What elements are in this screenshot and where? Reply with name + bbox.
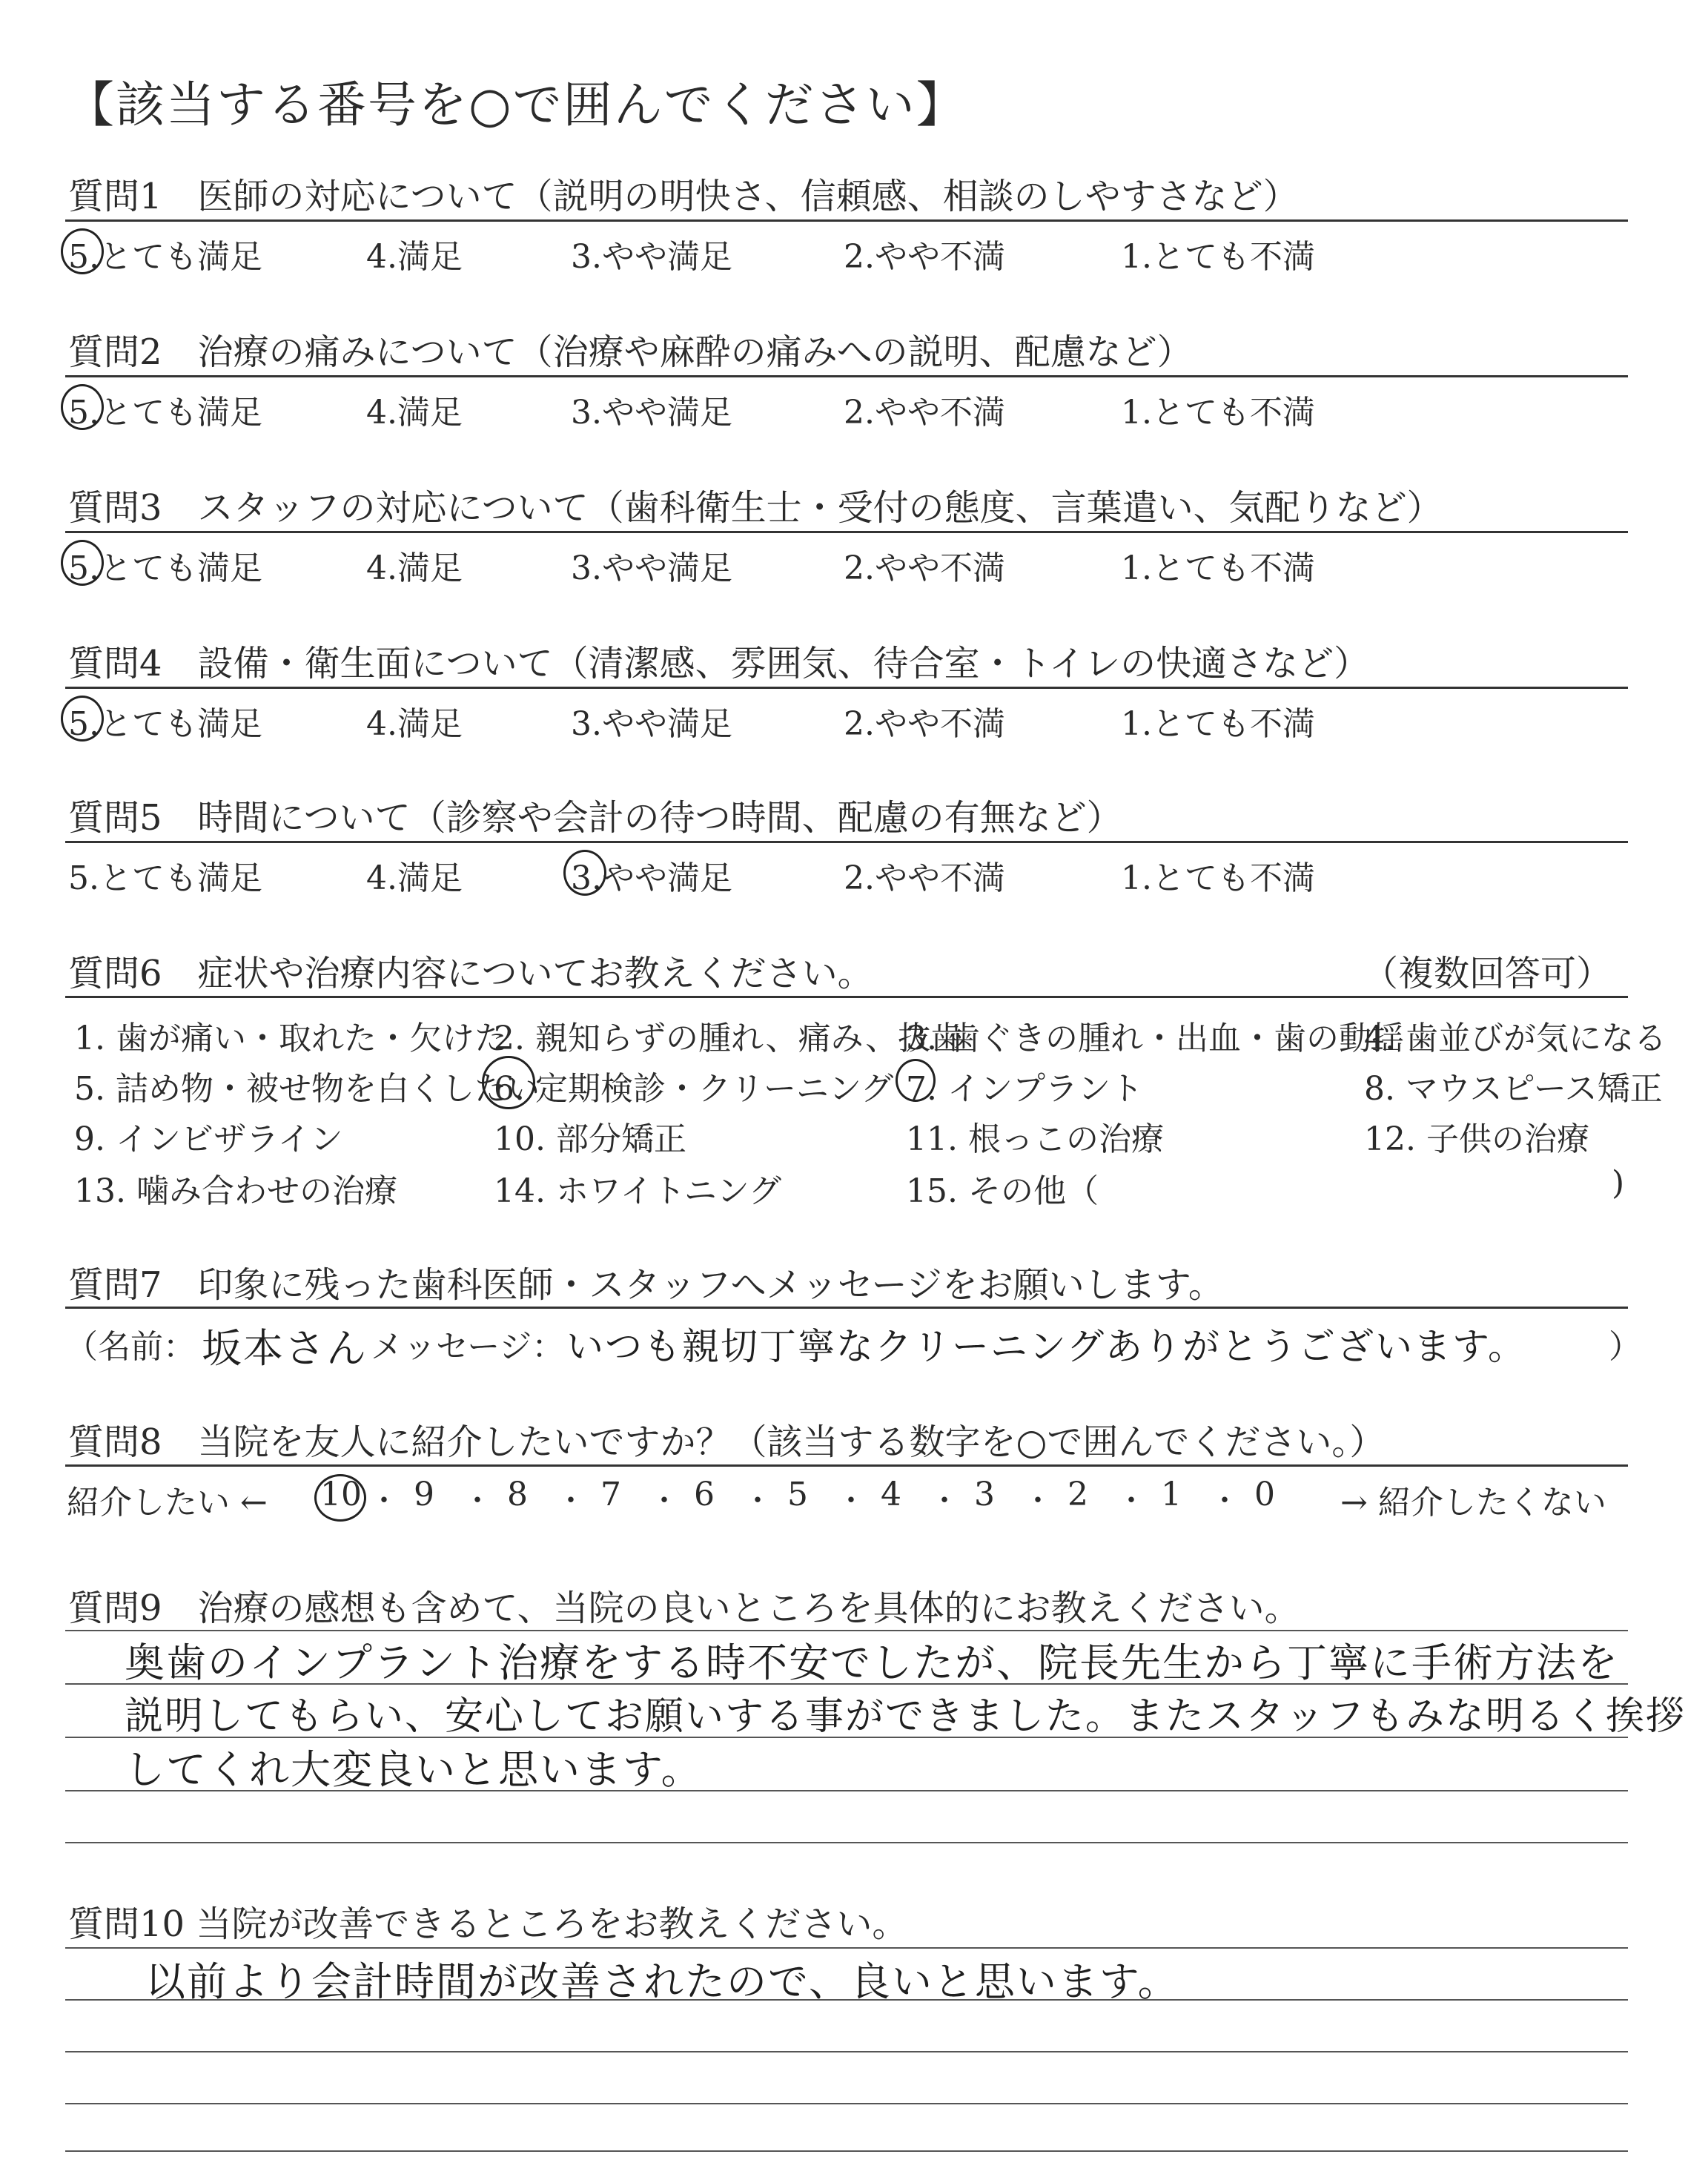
- q6-item-14: 14. ホワイトニング: [494, 1172, 782, 1210]
- q6-item-15-close: ): [1612, 1164, 1625, 1202]
- q2-option-5: 5.とても満足: [68, 394, 262, 432]
- q9-line-5: [65, 1842, 1628, 1843]
- q3-rule: [65, 531, 1628, 533]
- q1-option-1: 1.とても不満: [1121, 238, 1315, 276]
- q3-selection-circle: [61, 540, 104, 586]
- q8-scale-0: 0: [1254, 1476, 1275, 1513]
- q5-title: 質問5 時間について（診察や会計の待つ時間、配慮の有無など）: [68, 797, 1122, 839]
- q10-line-5: [65, 2150, 1628, 2152]
- q6-item-7-selection-circle: [896, 1059, 936, 1102]
- q1-rule: [65, 219, 1628, 222]
- q5-rule: [65, 841, 1628, 843]
- q8-title: 質問8 当院を友人に紹介したいですか？（該当する数字を○で囲んでください。）: [68, 1421, 1386, 1463]
- q1-option-5: 5.とても満足: [68, 238, 262, 276]
- q8-scale-7: 7: [600, 1476, 621, 1513]
- q4-selection-circle: [61, 696, 104, 742]
- q6-item-15: 15. その他（: [906, 1172, 1099, 1210]
- q6-item-2: 2. 親知らずの腫れ、痛み、抜歯: [494, 1020, 964, 1057]
- q6-item-1: 1. 歯が痛い・取れた・欠けた: [74, 1020, 507, 1057]
- q8-scale-10: 10: [320, 1476, 362, 1513]
- q3-title: 質問3 スタッフの対応について（歯科衛生士・受付の態度、言葉遣い、気配りなど）: [68, 487, 1443, 529]
- q8-scale-9: 9: [414, 1476, 434, 1513]
- q8-scale-3: 3: [974, 1476, 995, 1513]
- q9-answer-line-1: 奥歯のインプラント治療をする時不安でしたが、院長先生から丁寧に手術方法を: [125, 1639, 1619, 1686]
- q6-item-12: 12. 子供の治療: [1364, 1120, 1589, 1158]
- q4-title: 質問4 設備・衛生面について（清潔感、雰囲気、待合室・トイレの快適さなど）: [68, 643, 1370, 684]
- q1-option-2: 2.やや不満: [844, 238, 1005, 276]
- q8-scale-separator: ・: [369, 1484, 399, 1518]
- q6-item-9: 9. インビザライン: [74, 1120, 343, 1158]
- q6-item-11: 11. 根っこの治療: [906, 1120, 1164, 1158]
- q6-item-13: 13. 噛み合わせの治療: [74, 1172, 397, 1210]
- q1-title: 質問1 医師の対応について（説明の明快さ、信頼感、相談のしやすさなど）: [68, 176, 1299, 217]
- q7-name-label: （名前：: [65, 1328, 196, 1366]
- q4-rule: [65, 687, 1628, 689]
- q2-option-1: 1.とても不満: [1121, 394, 1315, 432]
- q7-message-value: いつも親切丁寧なクリーニングありがとうございます。: [566, 1325, 1526, 1368]
- q5-option-5: 5.とても満足: [68, 859, 262, 897]
- q8-scale-separator: ・: [649, 1484, 679, 1518]
- q8-scale-6: 6: [694, 1476, 715, 1513]
- q4-option-5: 5.とても満足: [68, 705, 262, 743]
- q6-title: 質問6 症状や治療内容についてお教えください。: [68, 953, 873, 994]
- q4-option-2: 2.やや不満: [844, 705, 1005, 743]
- q8-selection-circle: [314, 1474, 366, 1522]
- q3-option-4: 4.満足: [366, 549, 463, 587]
- q8-scale-4: 4: [881, 1476, 901, 1513]
- q10-title: 質問10 当院が改善できるところをお教えください。: [68, 1903, 908, 1945]
- q10-line-4: [65, 2103, 1628, 2104]
- q7-message-label: メッセージ：: [371, 1328, 565, 1366]
- q8-scale-separator: ・: [743, 1484, 772, 1518]
- q2-rule: [65, 375, 1628, 377]
- q5-option-4: 4.満足: [366, 859, 463, 897]
- q5-selection-circle: [563, 850, 606, 896]
- q8-scale-separator: ・: [463, 1484, 492, 1518]
- q8-rule: [65, 1464, 1628, 1467]
- q8-scale-8: 8: [507, 1476, 528, 1513]
- q6-item-5: 5. 詰め物・被せ物を白くしたい: [74, 1070, 540, 1108]
- q6-item-4: 4. 歯並びが気になる: [1364, 1020, 1666, 1057]
- q3-option-2: 2.やや不満: [844, 549, 1005, 587]
- q2-title: 質問2 治療の痛みについて（治療や麻酔の痛みへの説明、配慮など）: [68, 331, 1193, 373]
- q6-item-10: 10. 部分矯正: [494, 1120, 686, 1158]
- q6-item-6-selection-circle: [482, 1056, 535, 1109]
- q1-selection-circle: [61, 228, 104, 274]
- q8-left-label: 紹介したい ←: [67, 1484, 268, 1522]
- q8-scale-separator: ・: [1023, 1484, 1053, 1518]
- q8-scale-separator: ・: [1116, 1484, 1146, 1518]
- q5-option-1: 1.とても不満: [1121, 859, 1315, 897]
- q7-close: ）: [1609, 1328, 1641, 1366]
- q10-line-3: [65, 2051, 1628, 2052]
- q7-title: 質問7 印象に残った歯科医師・スタッフへメッセージをお願いします。: [68, 1264, 1224, 1306]
- q2-option-4: 4.満足: [366, 394, 463, 432]
- q8-scale-separator: ・: [930, 1484, 959, 1518]
- q6-note: （複数回答可）: [1363, 953, 1612, 994]
- q9-answer-line-2: 説明してもらい、安心してお願いする事ができました。またスタッフもみな明るく挨拶: [125, 1694, 1687, 1739]
- q3-option-1: 1.とても不満: [1121, 549, 1315, 587]
- q9-answer-line-3: してくれ大変良いと思います。: [125, 1746, 703, 1793]
- q8-scale-5: 5: [787, 1476, 808, 1513]
- q8-scale-1: 1: [1161, 1476, 1182, 1513]
- q6-item-3: 3. 歯ぐきの腫れ・出血・歯の動揺: [906, 1020, 1404, 1057]
- q8-scale-separator: ・: [556, 1484, 586, 1518]
- q8-right-label: → 紹介したくない: [1340, 1484, 1606, 1522]
- q8-scale-separator: ・: [1210, 1484, 1239, 1518]
- q4-option-1: 1.とても不満: [1121, 705, 1315, 743]
- q7-rule: [65, 1307, 1628, 1309]
- q8-scale-2: 2: [1068, 1476, 1088, 1513]
- q10-answer-line-1: 以前より会計時間が改善されたので、良いと思います。: [145, 1958, 1179, 2005]
- form-heading: 【該当する番号を○で囲んでください】: [65, 76, 967, 133]
- q2-option-2: 2.やや不満: [844, 394, 1005, 432]
- q7-name-value: 坂本さん: [202, 1325, 368, 1372]
- q4-option-4: 4.満足: [366, 705, 463, 743]
- q1-option-3: 3.やや満足: [571, 238, 732, 276]
- q3-option-5: 5.とても満足: [68, 549, 262, 587]
- q2-selection-circle: [61, 384, 104, 430]
- q2-option-3: 3.やや満足: [571, 394, 732, 432]
- q6-item-6: 6. 定期検診・クリーニング: [494, 1070, 894, 1108]
- q10-line-1: [65, 1947, 1628, 1949]
- q3-option-3: 3.やや満足: [571, 549, 732, 587]
- q5-option-3: 3.やや満足: [571, 859, 732, 897]
- q6-item-7: 7. インプラント: [906, 1070, 1143, 1108]
- q6-rule: [65, 996, 1628, 998]
- q8-scale-separator: ・: [836, 1484, 866, 1518]
- q1-option-4: 4.満足: [366, 238, 463, 276]
- q4-option-3: 3.やや満足: [571, 705, 732, 743]
- q9-title: 質問9 治療の感想も含めて、当院の良いところを具体的にお教えください。: [68, 1588, 1300, 1629]
- q5-option-2: 2.やや不満: [844, 859, 1005, 897]
- q6-item-8: 8. マウスピース矯正: [1364, 1070, 1663, 1108]
